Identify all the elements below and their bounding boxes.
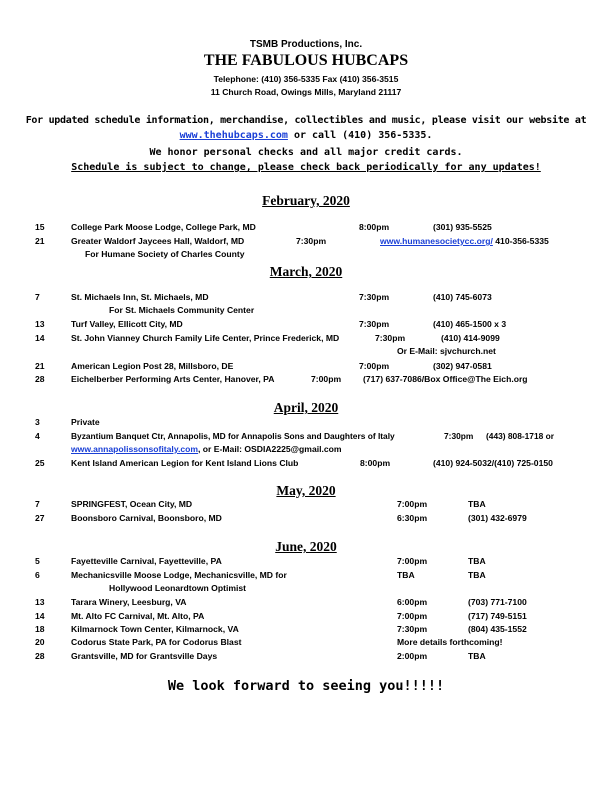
row-venue: Kent Island American Legion for Kent Island Lions Club <box>71 458 299 468</box>
row-contact: (410) 465-1500 x 3 <box>433 319 507 329</box>
row-time: 7:30pm <box>397 624 428 634</box>
month-header-april: April, 2020 <box>273 400 339 415</box>
row-day: 28 <box>35 651 45 661</box>
intro-line-4: Schedule is subject to change, please check back periodically for any updates! <box>71 162 541 173</box>
row-time: 7:30pm <box>375 333 406 343</box>
row-contact: TBA <box>468 570 486 580</box>
website-link[interactable]: www.thehubcaps.com <box>179 130 288 141</box>
intro-line-1: For updated schedule information, merchandise, collectibles and music, please visit our website at <box>25 115 587 126</box>
row-phone: 410-356-5335 <box>492 236 549 246</box>
row-venue: Byzantium Banquet Ctr, Annapolis, MD for Annapolis Sons and Daughters of Italy <box>71 431 395 441</box>
row-venue: Eichelberber Performing Arts Center, Hanover, PA <box>71 374 275 384</box>
row-day: 18 <box>35 624 45 634</box>
row-day: 3 <box>35 417 40 427</box>
row-day: 20 <box>35 637 45 647</box>
row-note: For St. Michaels Community Center <box>109 305 255 315</box>
intro-line-3: We honor personal checks and all major credit cards. <box>149 147 463 158</box>
row-venue: Tarara Winery, Leesburg, VA <box>71 597 187 607</box>
month-header-june: June, 2020 <box>275 539 337 554</box>
row-day: 7 <box>35 499 40 509</box>
row-email <box>71 444 342 455</box>
row-venue: Codorus State Park, PA for Codorus Blast <box>71 637 242 647</box>
row-venue: SPRINGFEST, Ocean City, MD <box>71 499 193 509</box>
row-venue: Kilmarnock Town Center, Kilmarnock, VA <box>71 624 239 634</box>
row-contact: (717) 749-5151 <box>468 611 527 621</box>
row-contact: TBA <box>468 556 486 566</box>
row-contact: TBA <box>468 499 486 509</box>
row-time: 7:00pm <box>311 374 342 384</box>
row-venue: College Park Moose Lodge, College Park, MD <box>71 222 256 232</box>
row-contact: (301) 935-5525 <box>433 222 492 232</box>
row-venue: Grantsville, MD for Grantsville Days <box>71 651 218 661</box>
row-contact: (410) 924-5032/(410) 725-0150 <box>433 458 553 468</box>
intro-line-2 <box>0 130 612 141</box>
row-contact: (443) 808-1718 or <box>486 431 554 441</box>
row-time: 8:00pm <box>360 458 391 468</box>
row-venue: St. Michaels Inn, St. Michaels, MD <box>71 292 209 302</box>
month-header-february: February, 2020 <box>262 193 350 208</box>
row-time: 8:00pm <box>359 222 390 232</box>
row-time: 7:00pm <box>397 611 428 621</box>
row-contact: (804) 435-1552 <box>468 624 527 634</box>
row-email-text: , or E-Mail: OSDIA2225@gmail.com <box>198 444 342 454</box>
intro-call: or call (410) 356-5335. <box>287 130 433 141</box>
row-day: 4 <box>35 431 40 441</box>
row-day: 14 <box>35 611 45 621</box>
row-time: 6:30pm <box>397 513 428 523</box>
row-time: TBA <box>397 570 415 580</box>
row-contact: TBA <box>468 651 486 661</box>
row-day: 21 <box>35 361 45 371</box>
row-time: More details forthcoming! <box>397 637 503 647</box>
row-time: 2:00pm <box>397 651 428 661</box>
row-time: 7:30pm <box>296 236 327 246</box>
row-contact: (717) 637-7086/Box Office@The Eich.org <box>363 374 528 384</box>
row-day: 7 <box>35 292 40 302</box>
row-day: 14 <box>35 333 45 343</box>
row-contact: (301) 432-6979 <box>468 513 527 523</box>
closing-message: We look forward to seeing you!!!!! <box>167 678 445 694</box>
row-day: 25 <box>35 458 45 468</box>
row-contact: (410) 414-9099 <box>441 333 500 343</box>
row-day: 28 <box>35 374 45 384</box>
row-venue: Private <box>71 417 100 427</box>
row-venue: Boonsboro Carnival, Boonsboro, MD <box>71 513 222 523</box>
row-contact: (410) 745-6073 <box>433 292 492 302</box>
row-venue: Mt. Alto FC Carnival, Mt. Alto, PA <box>71 611 205 621</box>
row-email: Or E-Mail: sjvchurch.net <box>397 346 496 356</box>
row-time: 7:30pm <box>444 431 474 441</box>
sons-of-italy-link[interactable]: www.annapolissonsofitaly.com <box>71 444 199 454</box>
row-time: 7:00pm <box>397 499 428 509</box>
row-day: 6 <box>35 570 40 580</box>
row-time: 7:30pm <box>359 292 390 302</box>
row-day: 15 <box>35 222 45 232</box>
row-venue: Turf Valley, Ellicott City, MD <box>71 319 183 329</box>
row-day: 5 <box>35 556 40 566</box>
row-time: 7:00pm <box>397 556 428 566</box>
row-note: For Humane Society of Charles County <box>85 249 245 259</box>
row-day: 21 <box>35 236 45 246</box>
row-time: 7:30pm <box>359 319 390 329</box>
row-note: Hollywood Leonardtown Optimist <box>109 583 247 593</box>
company-name: TSMB Productions, Inc. <box>249 39 363 50</box>
phone-line: Telephone: (410) 356-5335 Fax (410) 356-3515 <box>213 74 399 84</box>
row-venue: Mechanicsville Moose Lodge, Mechanicsville, MD for <box>71 570 287 580</box>
band-title: THE FABULOUS HUBCAPS <box>203 52 409 69</box>
humane-society-link[interactable]: www.humanesocietycc.org/ <box>380 236 493 246</box>
row-contact: (302) 947-0581 <box>433 361 492 371</box>
row-time: 6:00pm <box>397 597 428 607</box>
row-venue: Fayetteville Carnival, Fayetteville, PA <box>71 556 222 566</box>
row-contact <box>380 236 549 247</box>
row-venue: American Legion Post 28, Millsboro, DE <box>71 361 234 371</box>
row-contact: (703) 771-7100 <box>468 597 527 607</box>
row-venue: Greater Waldorf Jaycees Hall, Waldorf, MD <box>71 236 245 246</box>
month-header-may: May, 2020 <box>276 483 336 498</box>
row-day: 13 <box>35 597 45 607</box>
row-venue: St. John Vianney Church Family Life Center, Prince Frederick, MD <box>71 333 340 343</box>
address-line: 11 Church Road, Owings Mills, Maryland 21117 <box>210 87 402 97</box>
month-header-march: March, 2020 <box>269 264 343 279</box>
row-day: 27 <box>35 513 45 523</box>
row-day: 13 <box>35 319 45 329</box>
row-time: 7:00pm <box>359 361 390 371</box>
